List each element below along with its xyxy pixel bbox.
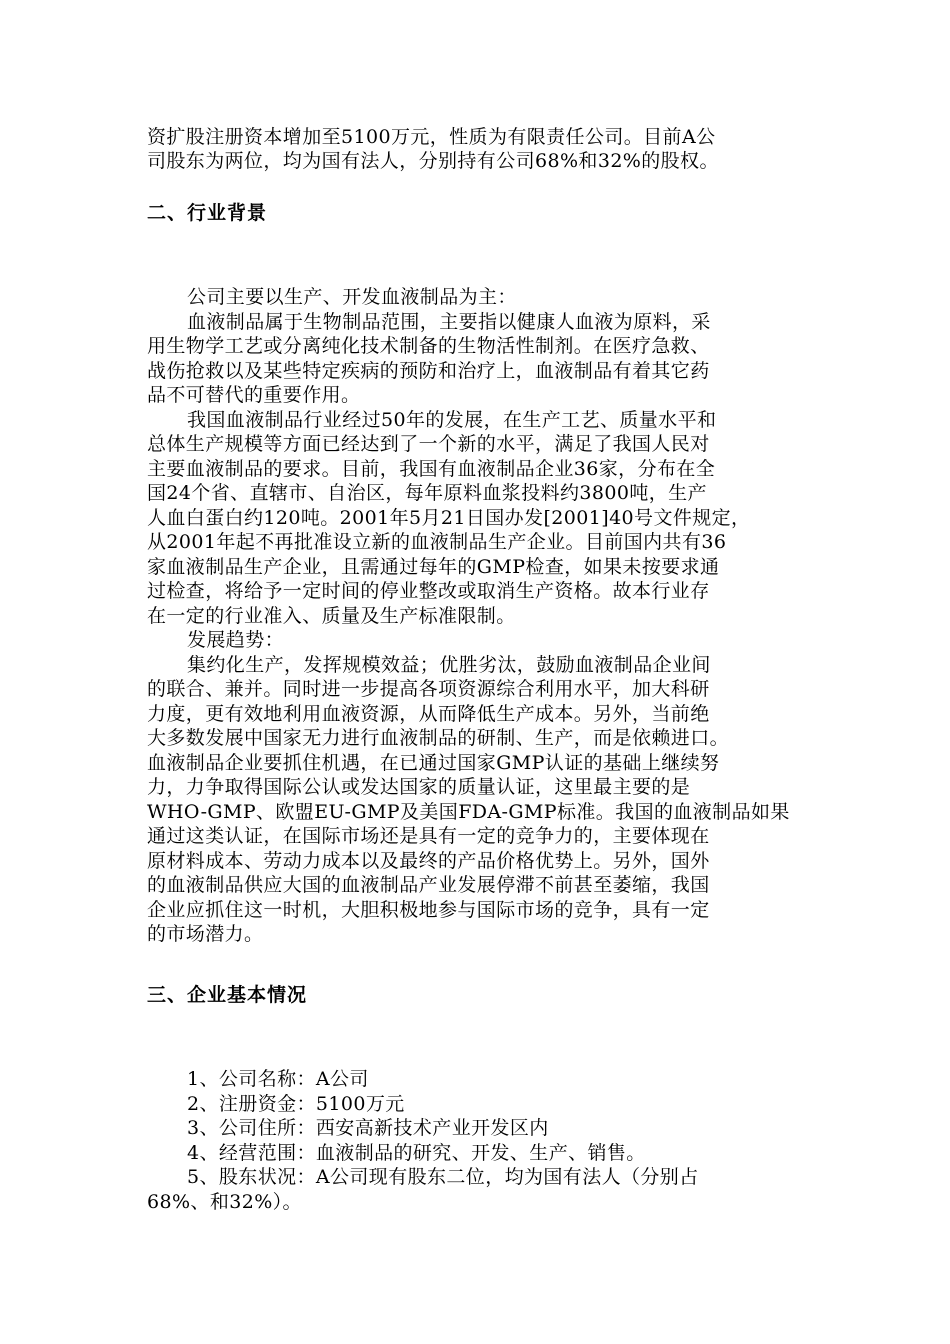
intro-line-2: 司股东为两位，均为国有法人，分别持有公司68%和32%的股权。 — [147, 150, 719, 172]
company-info-scope: 4、经营范围：血液制品的研究、开发、生产、销售。 — [187, 1142, 646, 1164]
paragraph-line: 大多数发展中国家无力进行血液制品的研制、生产，而是依赖进口。 — [147, 727, 730, 749]
paragraph-line: 在一定的行业准入、质量及生产标准限制。 — [147, 605, 516, 627]
intro-line-1: 资扩股注册资本增加至5100万元，性质为有限责任公司。目前A公 — [147, 126, 716, 148]
paragraph-line: 从2001年起不再批准设立新的血液制品生产企业。目前国内共有36 — [147, 531, 727, 553]
paragraph-line: 主要血液制品的要求。目前，我国有血液制品企业36家，分布在全 — [147, 458, 716, 480]
paragraph-line: 力度，更有效地利用血液资源，从而降低生产成本。另外，当前绝 — [147, 703, 710, 725]
paragraph-line: 国24个省、直辖市、自治区，每年原料血浆投料约3800吨，生产 — [147, 482, 707, 504]
paragraph-line: 血液制品企业要抓住机遇，在已通过国家GMP认证的基础上继续努 — [147, 752, 720, 774]
company-info-shareholders-cont: 68%、和32%）。 — [147, 1191, 302, 1213]
paragraph-line: 家血液制品生产企业，且需通过每年的GMP检查，如果未按要求通 — [147, 556, 720, 578]
company-info-address: 3、公司住所：西安高新技术产业开发区内 — [187, 1117, 549, 1139]
paragraph-line: 总体生产规模等方面已经达到了一个新的水平，满足了我国人民对 — [147, 433, 710, 455]
paragraph-line: 企业应抓住这一时机，大胆积极地参与国际市场的竞争，具有一定 — [147, 899, 710, 921]
paragraph-line: 的血液制品供应大国的血液制品产业发展停滞不前甚至萎缩，我国 — [147, 874, 710, 896]
paragraph-line: 战伤抢救以及某些特定疾病的预防和治疗上，血液制品有着其它药 — [147, 360, 710, 382]
section-heading-industry: 二、行业背景 — [147, 202, 268, 224]
paragraph-line: 我国血液制品行业经过50年的发展，在生产工艺、质量水平和 — [187, 409, 717, 431]
paragraph-line: 用生物学工艺或分离纯化技术制备的生物活性制剂。在医疗急救、 — [147, 335, 710, 357]
paragraph-line: 公司主要以生产、开发血液制品为主： — [187, 286, 517, 308]
paragraph-line: 的联合、兼并。同时进一步提高各项资源综合利用水平，加大科研 — [147, 678, 710, 700]
paragraph-line: 过检查，将给予一定时间的停业整改或取消生产资格。故本行业存 — [147, 580, 710, 602]
paragraph-line: 的市场潜力。 — [147, 923, 264, 945]
paragraph-line: 原材料成本、劳动力成本以及最终的产品价格优势上。另外，国外 — [147, 850, 710, 872]
document-page — [147, 0, 809, 1344]
company-info-shareholders: 5、股东状况：A公司现有股东二位，均为国有法人（分别占 — [187, 1166, 699, 1188]
paragraph-line: 通过这类认证，在国际市场还是具有一定的竞争力的，主要体现在 — [147, 825, 710, 847]
company-info-name: 1、公司名称：A公司 — [187, 1068, 369, 1090]
paragraph-line: 人血白蛋白约120吨。2001年5月21日国办发[2001]40号文件规定， — [147, 507, 751, 529]
paragraph-line: 品不可替代的重要作用。 — [147, 384, 361, 406]
paragraph-line: 集约化生产，发挥规模效益；优胜劣汰，鼓励血液制品企业间 — [187, 654, 711, 676]
section-heading-company: 三、企业基本情况 — [147, 984, 308, 1006]
paragraph-line: 血液制品属于生物制品范围，主要指以健康人血液为原料，采 — [187, 311, 711, 333]
subheading-trend: 发展趋势： — [187, 629, 285, 651]
company-info-capital: 2、注册资金：5100万元 — [187, 1093, 405, 1115]
paragraph-line: 力，力争取得国际公认或发达国家的质量认证，这里最主要的是 — [147, 776, 691, 798]
paragraph-line: WHO-GMP、欧盟EU-GMP及美国FDA-GMP标准。我国的血液制品如果 — [147, 801, 790, 823]
